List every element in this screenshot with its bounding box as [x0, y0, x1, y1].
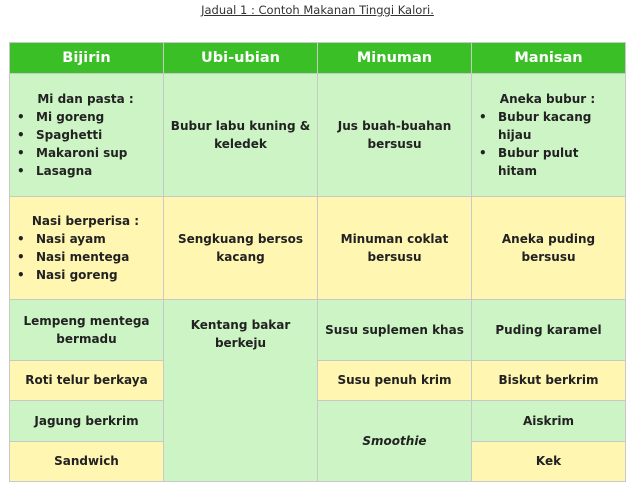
cell-minuman: Jus buah-buahan bersusu: [318, 74, 472, 197]
cell-bijirin: Lempeng mentega bermadu: [10, 300, 164, 361]
cell-title: Mi dan pasta :: [37, 92, 134, 107]
cell-ubi: Bubur labu kuning & keledek: [164, 74, 318, 197]
bullet-list: [14, 230, 157, 284]
list-item: • Makaroni sup: [14, 144, 157, 162]
cell-minuman: Susu penuh krim: [318, 360, 472, 400]
list-item: • Bubur kacang hijau: [476, 108, 619, 144]
list-item: • Spaghetti: [14, 126, 157, 144]
list-item: • Nasi ayam: [14, 230, 157, 248]
table-row: [10, 401, 626, 441]
table-caption: Jadual 1 : Contoh Makanan Tinggi Kalori.: [201, 3, 434, 17]
header-bijirin: Bijirin: [10, 43, 164, 74]
cell-minuman: Smoothie: [318, 401, 472, 482]
bullet-list: [476, 108, 619, 180]
cell-manisan: Biskut berkrim: [472, 360, 626, 400]
cell-bijirin: [10, 74, 164, 197]
cell-ubi: Kentang bakar berkeju: [164, 300, 318, 482]
list-item: • Nasi mentega: [14, 248, 157, 266]
cell-manisan: Aneka puding bersusu: [472, 197, 626, 300]
cell-manisan: [472, 74, 626, 197]
table-row: [10, 74, 626, 197]
cell-manisan: Kek: [472, 441, 626, 481]
list-item: • Mi goreng: [14, 108, 157, 126]
cell-bijirin: Roti telur berkaya: [10, 360, 164, 400]
list-item: • Bubur pulut hitam: [476, 144, 619, 180]
cell-minuman: Minuman coklat bersusu: [318, 197, 472, 300]
header-manisan: Manisan: [472, 43, 626, 74]
table-row: [10, 360, 626, 400]
cell-title: Aneka bubur :: [499, 92, 596, 107]
cell-minuman: Susu suplemen khas: [318, 300, 472, 361]
cell-ubi: Sengkuang bersos kacang: [164, 197, 318, 300]
table-row: [10, 197, 626, 300]
calorie-table: [9, 42, 626, 482]
table-row: [10, 300, 626, 361]
list-item: • Nasi goreng: [14, 266, 157, 284]
cell-bijirin: Jagung berkrim: [10, 401, 164, 441]
header-ubi-ubian: Ubi-ubian: [164, 43, 318, 74]
cell-bijirin: [10, 197, 164, 300]
bullet-list: [14, 108, 157, 180]
cell-title: Nasi berperisa :: [31, 214, 140, 229]
header-minuman: Minuman: [318, 43, 472, 74]
cell-manisan: Puding karamel: [472, 300, 626, 361]
cell-bijirin: Sandwich: [10, 441, 164, 481]
header-row: [10, 43, 626, 74]
cell-manisan: Aiskrim: [472, 401, 626, 441]
list-item: • Lasagna: [14, 162, 157, 180]
